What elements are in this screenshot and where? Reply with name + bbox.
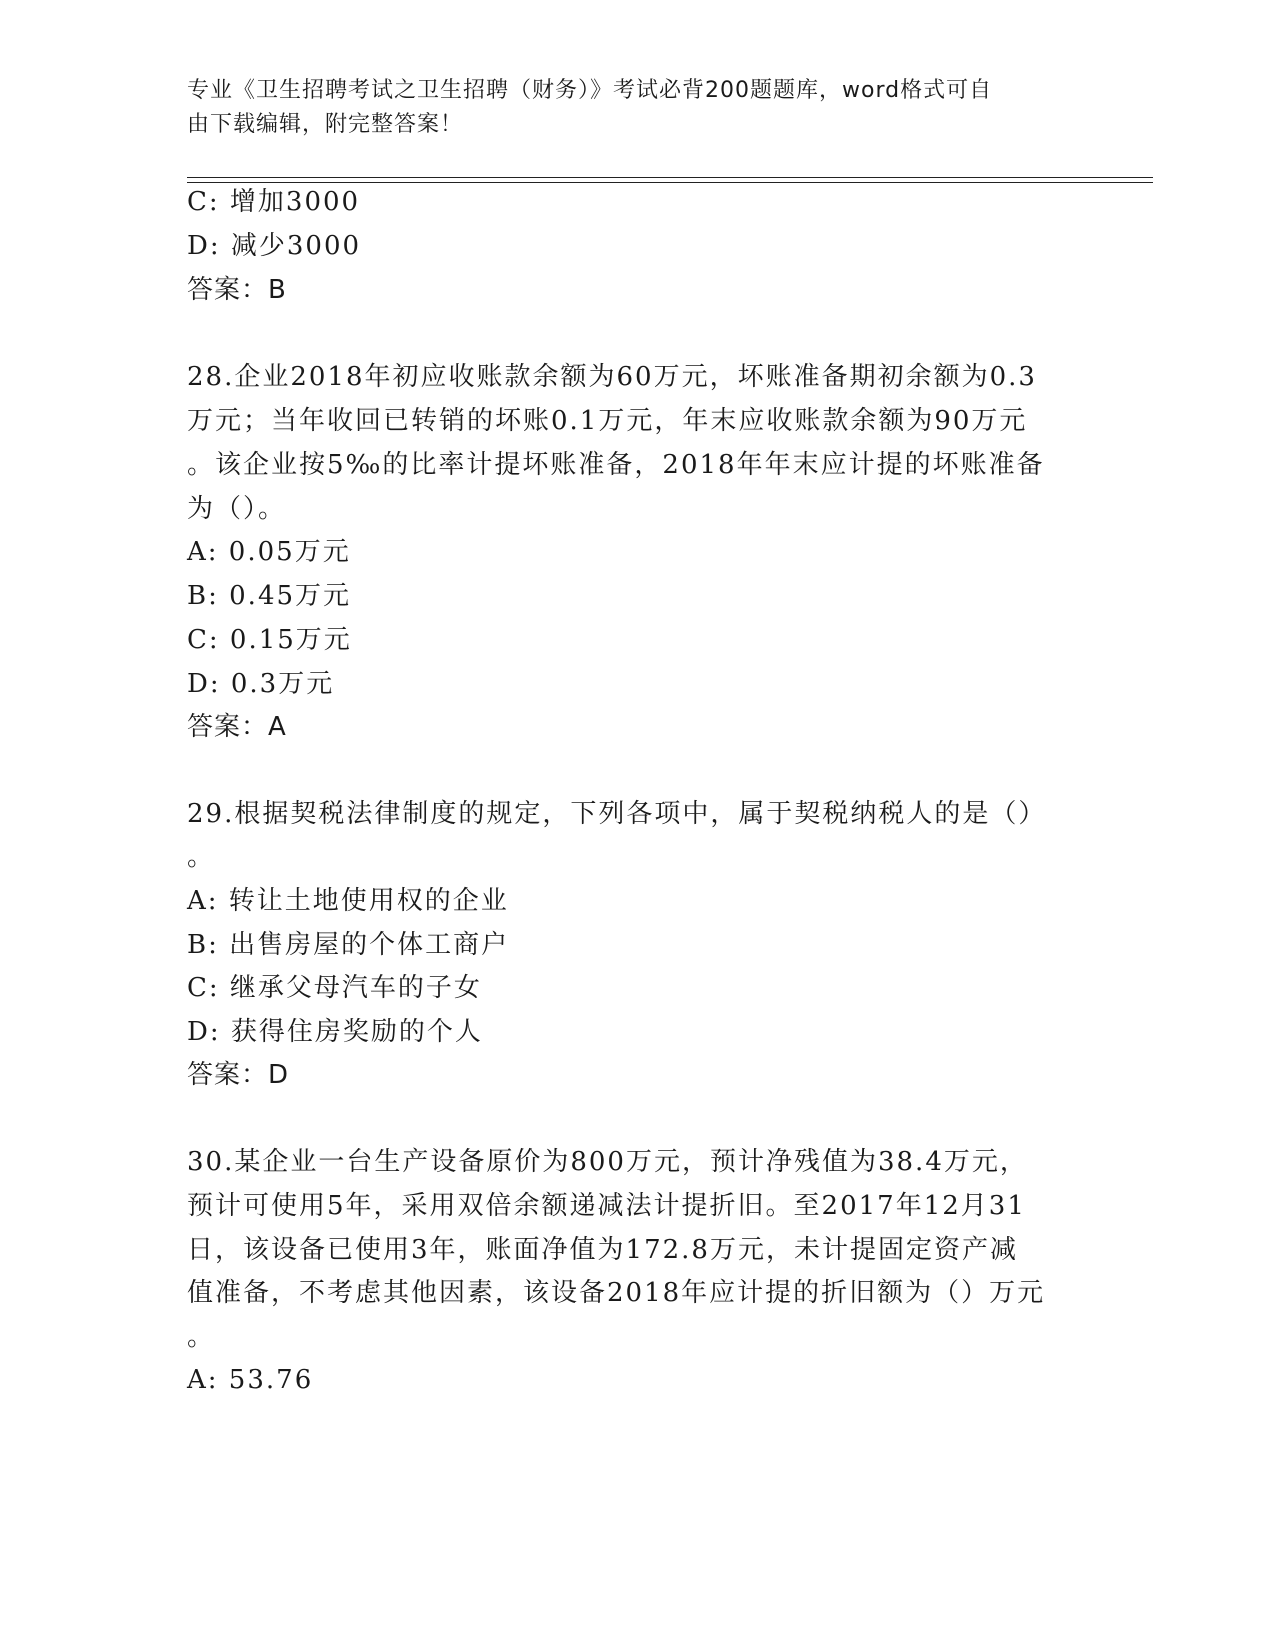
document-header — [187, 74, 1067, 142]
q28-option-b: B: 0.45万元 — [187, 581, 352, 611]
q29-option-d: D: 获得住房奖励的个人 — [187, 1017, 483, 1047]
header-line-1: 专业《卫生招聘考试之卫生招聘（财务）》考试必背200题题库，word格式可自 — [187, 78, 993, 103]
q29-stem-line-2: 。 — [187, 842, 216, 872]
q29-option-c: C: 继承父母汽车的子女 — [187, 973, 482, 1003]
q29-stem-line-1: 29.根据契税法律制度的规定，下列各项中，属于契税纳税人的是（） — [187, 799, 1047, 829]
header-divider-bottom — [187, 182, 1153, 183]
header-divider-top — [187, 177, 1153, 178]
q28-stem-line-4: 为（）。 — [187, 494, 287, 524]
q29-option-a: A: 转让土地使用权的企业 — [187, 886, 509, 916]
q30-stem-line-2: 预计可使用5年，采用双倍余额递减法计提折旧。至2017年12月31 — [187, 1191, 1026, 1221]
q30-stem-line-4: 值准备，不考虑其他因素，该设备2018年应计提的折旧额为（）万元 — [187, 1278, 1046, 1308]
q28-stem-line-1: 28.企业2018年初应收账款余额为60万元，坏账准备期初余额为0.3 — [187, 362, 1037, 392]
q30-stem-line-3: 日，该设备已使用3年，账面净值为172.8万元，未计提固定资产减 — [187, 1235, 1018, 1265]
q28-option-d: D: 0.3万元 — [187, 669, 335, 699]
q28-answer: 答案：A — [187, 712, 287, 742]
q28-stem-line-3: 。该企业按5‰的比率计提坏账准备，2018年年末应计提的坏账准备 — [187, 450, 1045, 480]
q30-stem-line-5: 。 — [187, 1322, 216, 1352]
q29-answer: 答案：D — [187, 1060, 290, 1090]
q29-option-b: B: 出售房屋的个体工商户 — [187, 930, 510, 960]
q30-option-a: A: 53.76 — [187, 1365, 314, 1395]
q27-answer: 答案：B — [187, 275, 287, 305]
q27-option-d: D: 减少3000 — [187, 231, 362, 261]
q28-stem-line-2: 万元；当年收回已转销的坏账0.1万元，年末应收账款余额为90万元 — [187, 406, 1028, 436]
q30-stem-line-1: 30.某企业一台生产设备原价为800万元，预计净残值为38.4万元， — [187, 1147, 1028, 1177]
header-line-2: 由下载编辑，附完整答案！ — [187, 112, 464, 137]
q28-option-c: C: 0.15万元 — [187, 625, 352, 655]
q28-option-a: A: 0.05万元 — [187, 537, 351, 567]
q27-option-c: C: 增加3000 — [187, 187, 361, 217]
